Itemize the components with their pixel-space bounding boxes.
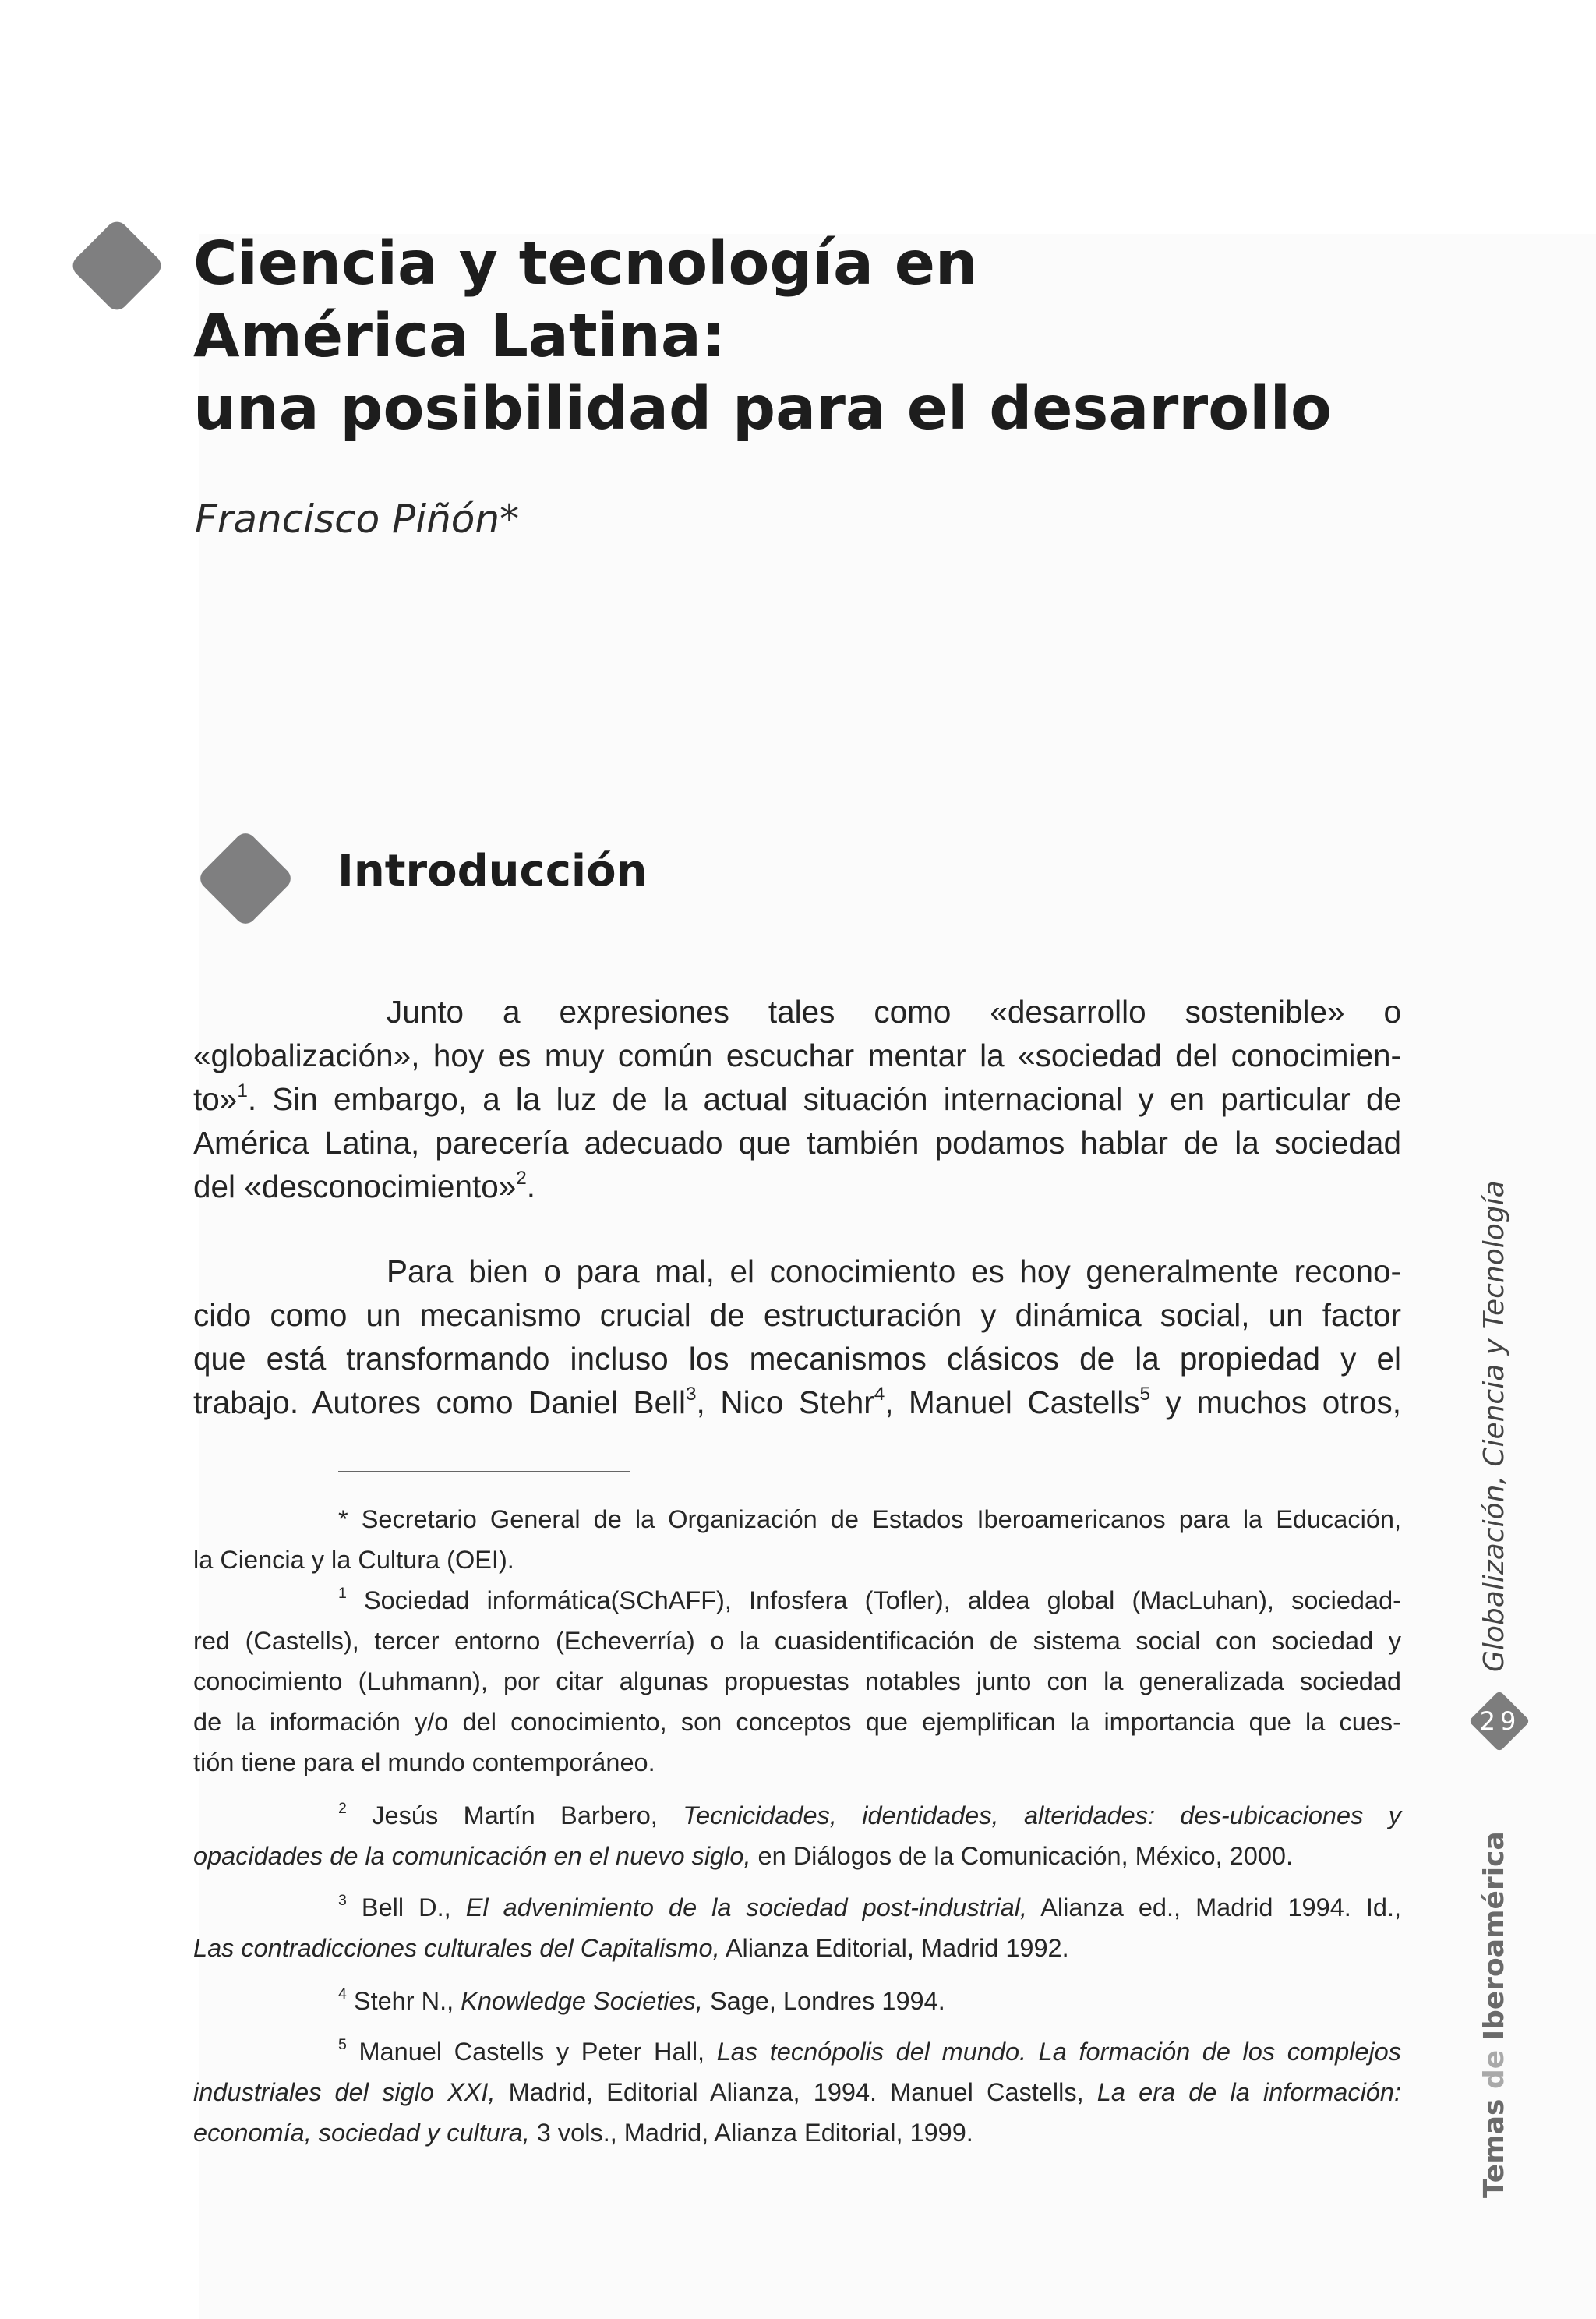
title-diamond-icon [69, 217, 165, 314]
paragraph-line: Junto a expresiones tales como «desarrollo sostenible» o [387, 994, 1401, 1030]
footnote-line: economía, sociedad y cultura, 3 vols., Madrid, Alianza Editorial, 1999. [193, 2119, 973, 2147]
footnote-line: $^5$ Manuel Castells y Peter Hall, Las tecnópolis del mundo. La formación de los complejos [338, 2036, 1402, 2066]
title-line-1: Ciencia y tecnología en [193, 229, 978, 299]
footnote-ref: 3 [686, 1384, 697, 1405]
footnote-line: $^1$ Sociedad informática(SChAFF), Infosfera (Tofler), aldea global (MacLuhan), sociedad- [338, 1585, 1401, 1614]
footnote-number: 2 [338, 1800, 347, 1818]
footnote-4 [193, 1981, 1401, 2021]
paragraph-line: América Latina, parecería adecuado que también podamos hablar de la sociedad [193, 1125, 1401, 1161]
footnote-line: conocimiento (Luhmann), por citar algunas propuestas notables junto con la generalizada sociedad [193, 1667, 1401, 1695]
footnote-line: la Ciencia y la Cultura (OEI). [193, 1546, 514, 1574]
footnote-number: 3 [338, 1892, 347, 1910]
journal-name: Temas de Iberoamérica [1478, 1831, 1510, 2198]
footnote-number: 1 [338, 1585, 347, 1603]
footnote-line: $^2$ Jesús Martín Barbero, Tecnicidades, identidades, alteridades: des-ubicaciones y [338, 1800, 1401, 1829]
footnote-line: * Secretario General de la Organización de Estados Iberoamericanos para la Educación, [338, 1505, 1401, 1533]
footnote-line: tión tiene para el mundo contemporáneo. [193, 1748, 655, 1776]
footnote-number: 4 [338, 1985, 347, 2003]
paragraph-line: trabajo. Autores como Daniel Bell$^3$, Nico Stehr$^4$, Manuel Castells$^5$ y muchos otros, [193, 1384, 1402, 1420]
author-name: Francisco Piñón* [195, 497, 520, 542]
footnote-line: red (Castells), tercer entorno (Echeverría) o la cuasidentificación de sistema social con sociedad y [193, 1627, 1401, 1655]
footnote-line: $^3$ Bell D., El advenimiento de la sociedad post-industrial, Alianza ed., Madrid 1994. Id., [338, 1892, 1402, 1921]
footnote-ref: 1 [237, 1080, 248, 1102]
article-title [193, 228, 1362, 445]
footnote-5 [193, 2031, 1401, 2153]
footnote-line: $^4$ Stehr N., Knowledge Societies, Sage, Londres 1994. [338, 1985, 945, 2015]
footnote-line: industriales del siglo XXI, Madrid, Editorial Alianza, 1994. Manuel Castells, La era de la información: [193, 2078, 1401, 2106]
section-heading: Introducción [337, 846, 648, 896]
page-number: 29 [1479, 1706, 1521, 1736]
paragraph-line: to»$^1$. Sin embargo, a la luz de la actual situación internacional y en particular de [193, 1080, 1401, 1117]
footnote-line: opacidades de la comunicación en el nuevo siglo, en Diálogos de la Comunicación, México, 2000. [193, 1842, 1294, 1870]
paragraph-line: que está transformando incluso los mecanismos clásicos de la propiedad y el [193, 1341, 1401, 1377]
footnote-star [193, 1499, 1401, 1580]
footnote-1 [193, 1580, 1401, 1783]
footnote-number: 5 [338, 2036, 347, 2054]
series-title: Globalización, Ciencia y Tecnología [1478, 1180, 1510, 1672]
title-line-3: una posibilidad para el desarrollo [193, 374, 1332, 444]
paragraph-2 [193, 1250, 1401, 1424]
footnote-rule [338, 1471, 630, 1472]
paragraph-line: cido como un mecanismo crucial de estructuración y dinámica social, un factor [193, 1297, 1401, 1333]
paragraph-line: del «desconocimiento»$^2$. [193, 1168, 536, 1204]
footnote-line: de la información y/o del conocimiento, son conceptos que ejemplifican la importancia que la cues- [193, 1708, 1401, 1736]
footnote-2 [193, 1795, 1401, 1876]
paragraph-1 [193, 990, 1401, 1208]
footnote-ref: 2 [516, 1168, 527, 1190]
paragraph-line: Para bien o para mal, el conocimiento es hoy generalmente recono- [387, 1253, 1401, 1289]
title-line-2: América Latina: [193, 302, 726, 371]
footnote-line: Las contradicciones culturales del Capitalismo, Alianza Editorial, Madrid 1992. [193, 1934, 1069, 1962]
footnote-ref: 4 [874, 1384, 885, 1405]
footnote-3 [193, 1887, 1401, 1968]
paragraph-line: «globalización», hoy es muy común escuchar mentar la «sociedad del conocimien- [193, 1038, 1401, 1073]
footnote-ref: 5 [1139, 1384, 1150, 1405]
